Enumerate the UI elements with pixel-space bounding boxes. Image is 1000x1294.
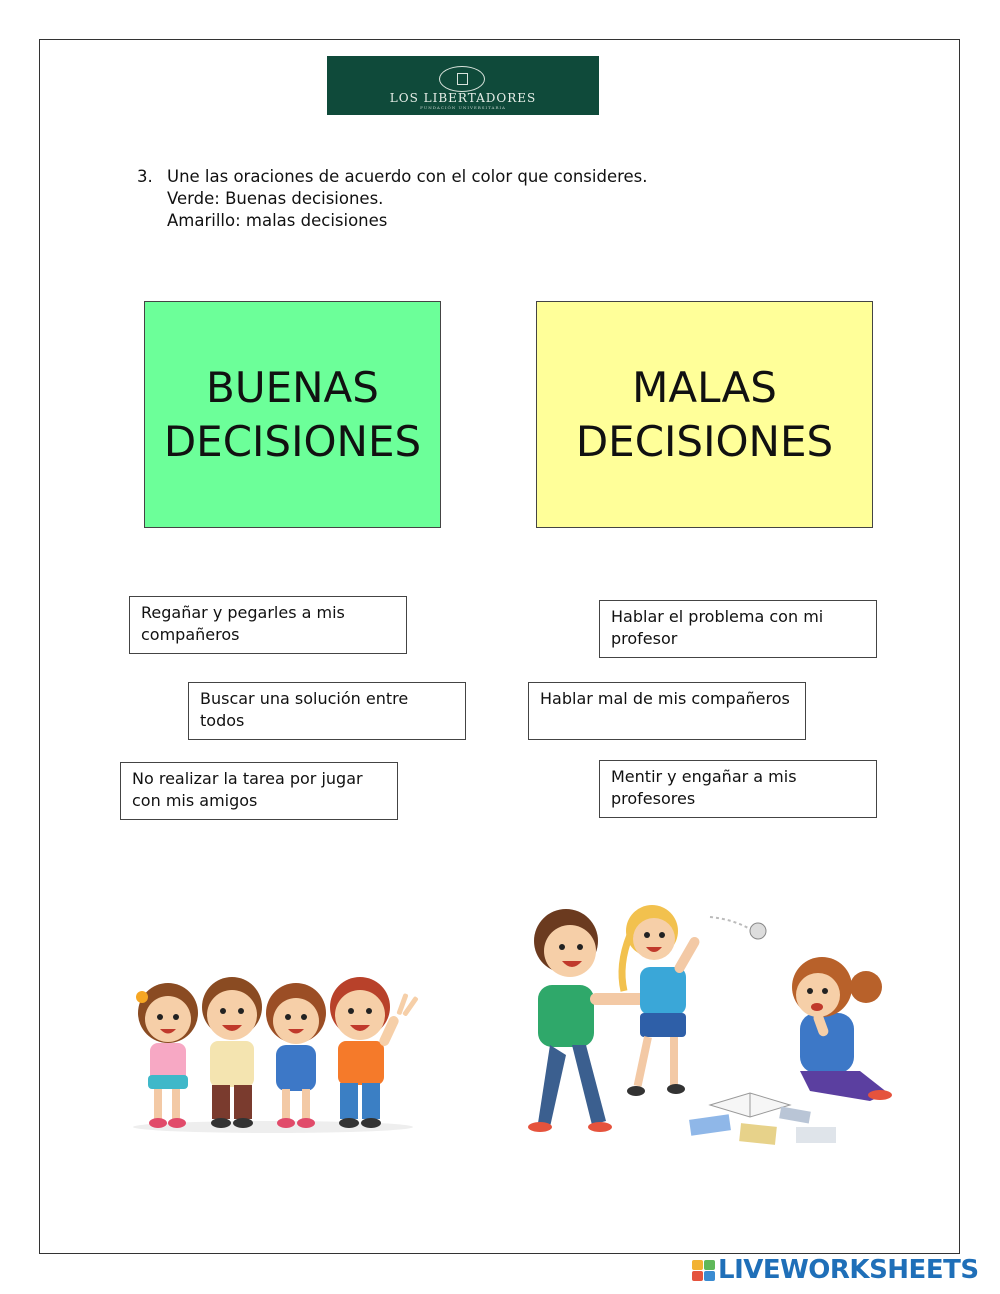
instruction-line-2: Verde: Buenas decisiones. <box>167 189 384 208</box>
good-decisions-dropzone[interactable] <box>144 301 441 528</box>
logo-name: LOS LIBERTADORES <box>389 91 537 105</box>
sentence-card[interactable]: Mentir y engañar a mis profesores <box>599 760 877 818</box>
logo-subtitle: FUNDACIÓN UNIVERSITARIA <box>420 105 506 110</box>
bad-decisions-title-line1: MALAS <box>632 362 777 412</box>
liveworksheets-wordmark: LIVEWORKSHEETS <box>718 1255 979 1285</box>
good-decisions-title-line1: BUENAS <box>206 362 379 412</box>
bad-decisions-dropzone[interactable] <box>536 301 873 528</box>
liveworksheets-brand <box>692 1253 992 1287</box>
university-seal-icon <box>439 66 485 92</box>
sentence-card[interactable]: No realizar la tarea por jugar con mis amigos <box>120 762 398 820</box>
sentence-card[interactable]: Buscar una solución entre todos <box>188 682 466 740</box>
good-decisions-title-line2: DECISIONES <box>163 416 422 466</box>
sentence-card[interactable]: Hablar mal de mis compañeros <box>528 682 806 740</box>
university-logo <box>327 56 599 115</box>
sentence-card[interactable]: Regañar y pegarles a mis compañeros <box>129 596 407 654</box>
liveworksheets-logo-icon <box>692 1260 716 1282</box>
instruction-line-3: Amarillo: malas decisiones <box>167 211 388 230</box>
instruction-line-1: Une las oraciones de acuerdo con el color que consideres. <box>167 167 648 186</box>
children-bullying-illustration <box>520 895 900 1160</box>
bad-decisions-title-line2: DECISIONES <box>575 416 834 466</box>
instruction-number: 3. <box>137 167 153 186</box>
sentence-card[interactable]: Hablar el problema con mi profesor <box>599 600 877 658</box>
children-hugging-illustration <box>118 945 428 1135</box>
